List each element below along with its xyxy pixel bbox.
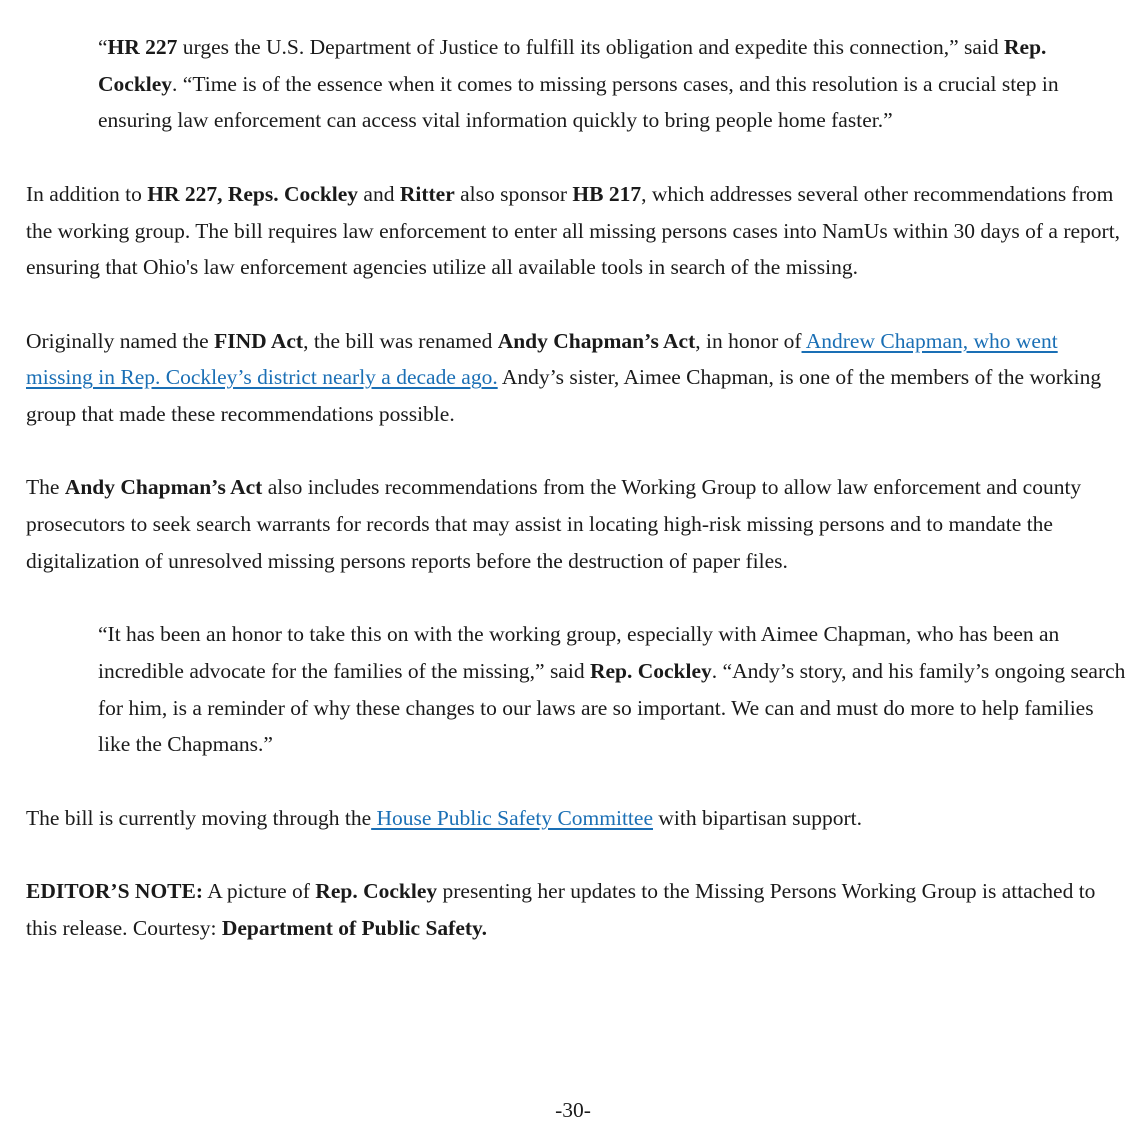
paragraph-act-recommendations: The Andy Chapman’s Act also includes recommendations from the Working Group to allow law enforcement and county prosecutors to seek search warrants for records that may assist in locating high-risk missing persons and to mandate the digitalization of unresolved missing persons reports before the destruction of paper files. (26, 475, 1082, 573)
quote-cockley: “It has been an honor to take this on with the working group, especially with Aimee Chapman, who has been an incredible advocate for the families of the missing,” said Rep. Cockley. “Andy’s story, and his family’s ongoing search for him, is a reminder of why these changes to our laws are so important. We can and must do more to help families like the Chapmans.” (98, 622, 1126, 757)
press-release-page (26, 29, 1126, 946)
quote-open-mark: “ (98, 35, 108, 59)
quote-hr227: “HR 227 urges the U.S. Department of Justice to fulfill its obligation and expedite this connection,” said Rep. Cockley. “Time is of the essence when it comes to missing persons cases, and this resolution is a crucial step in ensuring law enforcement can access vital information quickly to bring people home faster.” (98, 35, 1059, 133)
editors-note: EDITOR’S NOTE: A picture of Rep. Cockley presenting her updates to the Missing Persons Working Group is attached to this release. Courtesy: Department of Public Safety. (26, 879, 1096, 940)
house-public-safety-committee-link[interactable]: House Public Safety Committee (371, 805, 653, 830)
bill-hb217: HB 217 (572, 181, 642, 206)
rep-name: Rep. Cockley (98, 35, 1047, 96)
courtesy-credit: Department of Public Safety. (221, 915, 487, 940)
paragraph-find-act: Originally named the FIND Act, the bill was renamed Andy Chapman’s Act, in honor of Andrew Chapman, who went missing in Rep. Cockley’s district nearly a decade ago. Andy’s sister, Aimee Chapman, is one of the members of the working group that made these recommendations possible. (26, 328, 1102, 426)
paragraph-committee: The bill is currently moving through the House Public Safety Committee with bipartisan support. (26, 805, 863, 830)
paragraph-hb217: In addition to HR 227, Reps. Cockley and Ritter also sponsor HB 217, which addresses several other recommendations from the working group. The bill requires law enforcement to enter all missing persons cases into NamUs within 30 days of a report, ensuring that Ohio's law enforcement agencies utilize all available tools in search of the missing. (26, 181, 1121, 280)
editors-note-label: EDITOR’S NOTE: (26, 879, 204, 904)
bill-hr227: HR 227 (107, 35, 178, 59)
page-end-marker: -30- (555, 1098, 591, 1122)
andrew-chapman-link[interactable]: Andrew Chapman, who went missing in Rep. Cockley’s district nearly a decade ago. (26, 328, 1058, 390)
rep-name: Rep. Cockley (589, 658, 712, 683)
